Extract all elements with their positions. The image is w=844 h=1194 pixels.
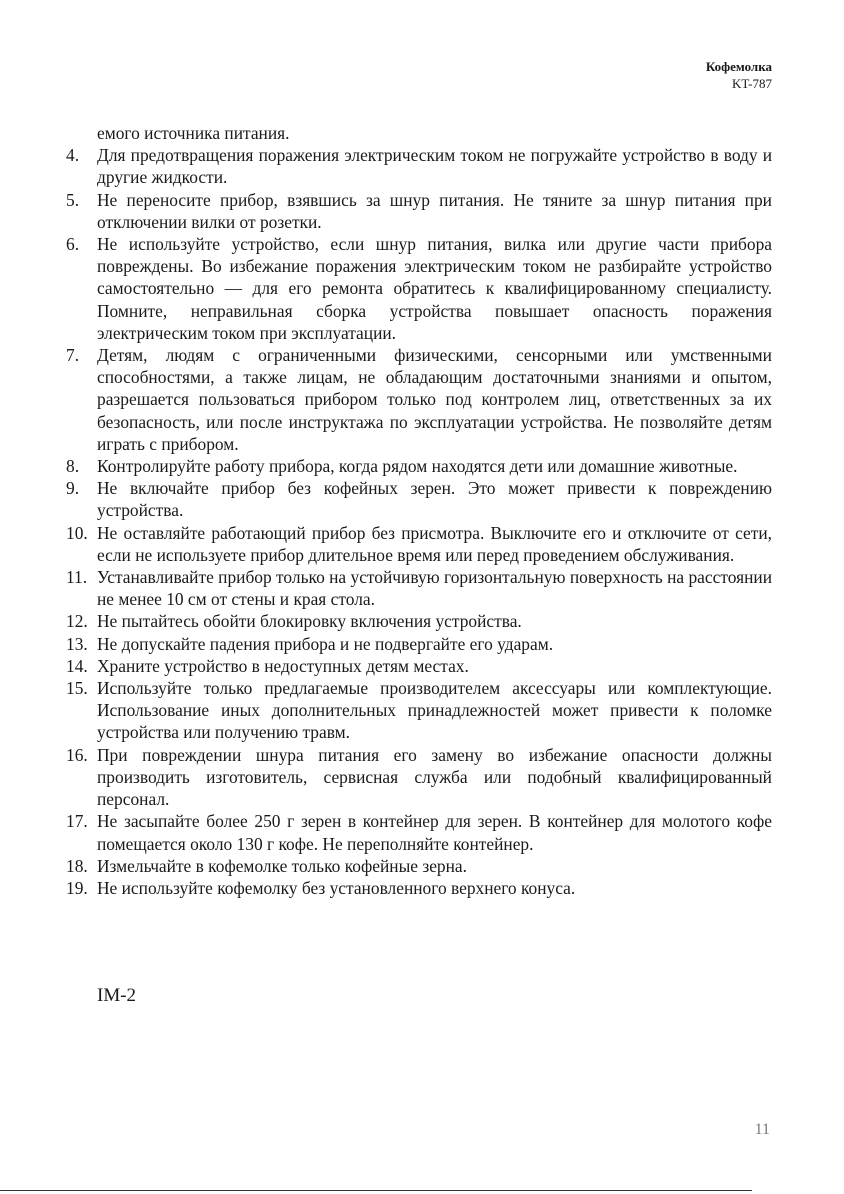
list-item bbox=[66, 855, 772, 877]
item-number: 19. bbox=[66, 877, 88, 898]
item-text: Детям, людям с ограниченными физическими, сенсорными или умственными способностями, а также лицам, не обладающим достаточными знаниями и опытом, разрешается пользоваться прибором только под контролем лиц, ответственных за их безопасность, или после инструктажа по эксплуатации устройства. Не позволяйте детям играть с прибором. bbox=[97, 345, 772, 454]
item-number: 13. bbox=[66, 633, 88, 654]
item-text: При повреждении шнура питания его замену во избежание опасности должны производить изготовитель, сервисная служба или подобный квалифицированный персонал. bbox=[97, 744, 772, 810]
list-item bbox=[66, 677, 772, 744]
list-item bbox=[66, 610, 772, 632]
list-item bbox=[66, 477, 772, 521]
item-text: Не пытайтесь обойти блокировку включения устройства. bbox=[97, 611, 522, 632]
item-number: 5. bbox=[66, 189, 80, 210]
item-text: Не засыпайте более 250 г зерен в контейнер для зерен. В контейнер для молотого кофе помещается около 130 г кофе. Не переполняйте контейнер. bbox=[97, 811, 772, 854]
item-number: 7. bbox=[66, 345, 80, 366]
list-item bbox=[66, 655, 772, 677]
item-number: 16. bbox=[66, 744, 88, 765]
item-number: 6. bbox=[66, 234, 80, 255]
item-text: Не оставляйте работающий прибор без присмотра. Выключите его и отключите от сети, если не используете прибор длительное время или перед проведением обслуживания. bbox=[97, 522, 772, 565]
item-text: Используйте только предлагаемые производителем аксессуары или комплектующие. Использование иных дополнительных принадлежностей может привести к поломке устройства или получению травм. bbox=[97, 678, 772, 743]
list-item bbox=[66, 810, 772, 854]
item-number: 10. bbox=[66, 522, 88, 543]
item-text: Не используйте устройство, если шнур питания, вилка или другие части прибора повреждены. Во избежание поражения электрическим током не разбирайте устройство самостоятельно — для его ремонта обратитесь к квалифицированному специалисту. Помните, неправильная сборка устройства повышает опасность поражения электрическим током при эксплуатации. bbox=[97, 234, 772, 343]
item-text: Не используйте кофемолку без установленного верхнего конуса. bbox=[97, 877, 576, 898]
item-number: 18. bbox=[66, 855, 88, 876]
item-text: Контролируйте работу прибора, когда рядом находятся дети или домашние животные. bbox=[97, 456, 738, 477]
page-number: 11 bbox=[754, 1121, 770, 1138]
safety-instructions bbox=[66, 122, 772, 899]
item-text: Измельчайте в кофемолке только кофейные зерна. bbox=[97, 855, 467, 876]
item-number: 11. bbox=[66, 567, 88, 588]
item-number: 12. bbox=[66, 611, 88, 632]
item-text: Не включайте прибор без кофейных зерен. Это может привести к повреждению устройства. bbox=[97, 478, 772, 521]
bottom-divider bbox=[0, 1190, 752, 1191]
list-item bbox=[66, 233, 772, 344]
list-item bbox=[66, 455, 772, 477]
list-item bbox=[66, 633, 772, 655]
item-number: 4. bbox=[66, 145, 80, 166]
product-name: Кофемолка bbox=[705, 59, 772, 74]
item-text: Для предотвращения поражения электрическим током не погружайте устройство в воду и другие жидкости. bbox=[97, 145, 772, 188]
instruction-list bbox=[66, 144, 772, 899]
continued-text: емого источника питания. bbox=[97, 123, 290, 143]
list-item bbox=[66, 877, 772, 899]
item-number: 17. bbox=[66, 811, 88, 832]
page-header bbox=[706, 58, 772, 92]
item-text: Не переносите прибор, взявшись за шнур питания. Не тяните за шнур питания при отключении вилки от розетки. bbox=[97, 189, 772, 232]
item-text: Устанавливайте прибор только на устойчивую горизонтальную поверхность на расстоянии не менее 10 см от стены и края стола. bbox=[97, 567, 772, 610]
item-text: Храните устройство в недоступных детям местах. bbox=[97, 655, 469, 676]
list-item bbox=[66, 566, 772, 610]
list-item bbox=[66, 522, 772, 566]
list-item bbox=[66, 144, 772, 188]
item-number: 9. bbox=[66, 478, 80, 499]
model-number: KT-787 bbox=[732, 76, 772, 91]
item-number: 14. bbox=[66, 655, 88, 676]
document-code: IM-2 bbox=[97, 985, 137, 1006]
list-item bbox=[66, 744, 772, 811]
list-item bbox=[66, 189, 772, 233]
list-item bbox=[66, 344, 772, 455]
item-number: 15. bbox=[66, 678, 88, 699]
item-text: Не допускайте падения прибора и не подвергайте его ударам. bbox=[97, 633, 554, 654]
item-number: 8. bbox=[66, 456, 80, 477]
